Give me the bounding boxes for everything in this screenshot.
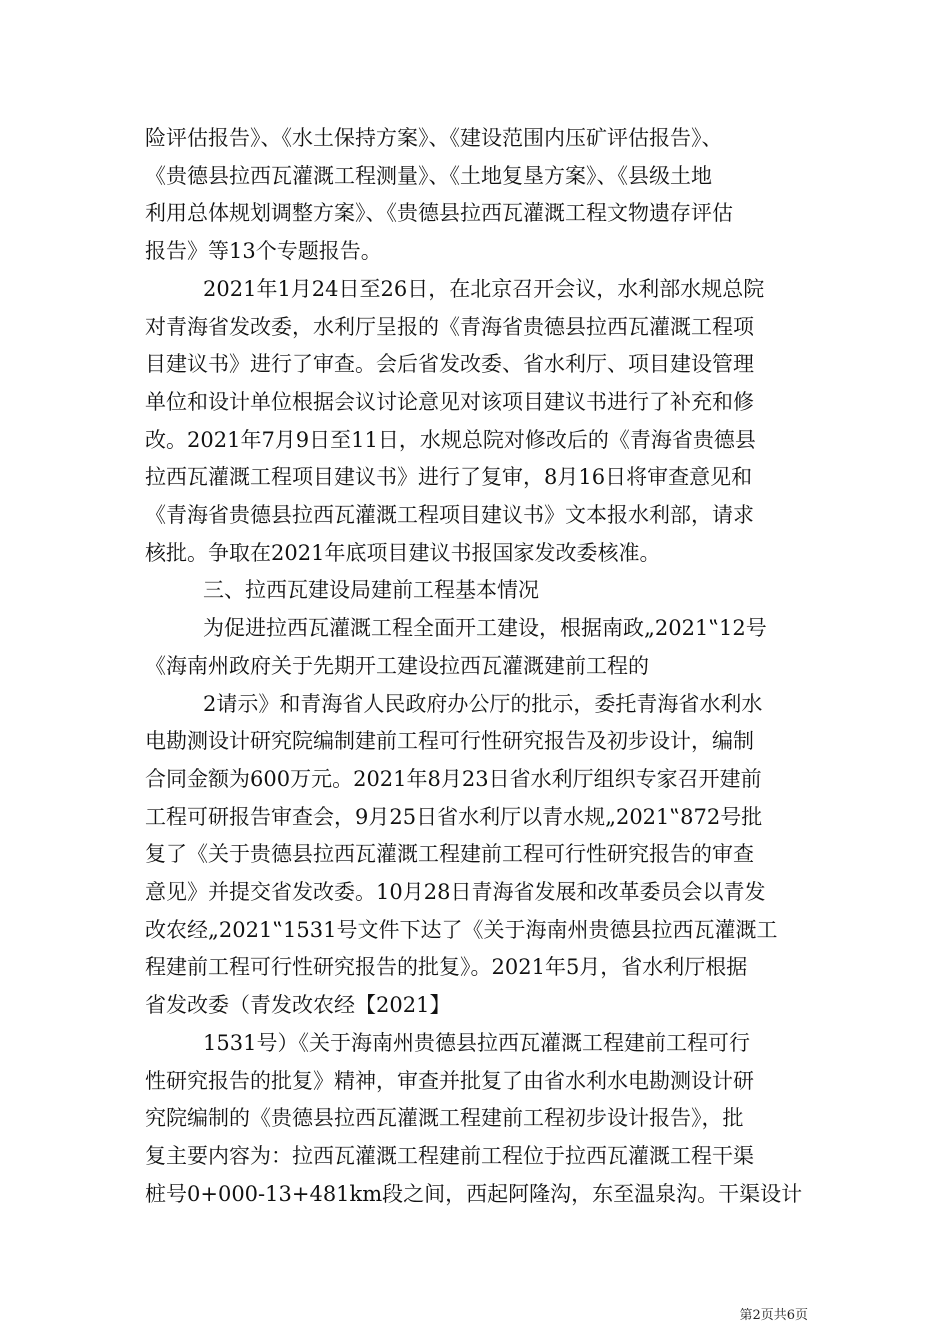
document-body [145, 120, 810, 1213]
text-line: 单位和设计单位根据会议讨论意见对该项目建议书进行了补充和修 [145, 389, 754, 414]
section-heading-text: 三、拉西瓦建设局建前工程基本情况 [203, 578, 539, 603]
text-line: 对青海省发改委，水利厅呈报的《青海省贵德县拉西瓦灌溉工程项 [145, 314, 754, 339]
text-line: 核批。争取在2021年底项目建议书报国家发改委核准。 [145, 540, 661, 565]
text-line: 1531号）《关于海南州贵德县拉西瓦灌溉工程建前工程可行 [203, 1030, 750, 1055]
text-line: 合同金额为600万元。2021年8月23日省水利厅组织专家召开建前 [145, 766, 762, 791]
text-line: 报告》等13个专题报告。 [145, 239, 382, 264]
paragraph-feasibility [145, 686, 810, 1025]
text-line: 2021年1月24日至26日，在北京召开会议，水利部水规总院 [203, 276, 765, 301]
text-line: 程建前工程可行性研究报告的批复》。2021年5月，省水利厅根据 [145, 955, 748, 980]
text-line: 《海南州政府关于先期开工建设拉西瓦灌溉建前工程的 [145, 653, 649, 678]
paragraph-promotion [145, 610, 810, 685]
text-line: 电勘测设计研究院编制建前工程可行性研究报告及初步设计，编制 [145, 729, 754, 754]
text-line: 复主要内容为：拉西瓦灌溉工程建前工程位于拉西瓦灌溉工程干渠 [145, 1143, 754, 1168]
text-line: 改。2021年7月9日至11日，水规总院对修改后的《青海省贵德县 [145, 427, 756, 452]
text-line: 省发改委（青发改农经【2021】 [145, 993, 451, 1018]
text-line: 工程可研报告审查会，9月25日省水利厅以青水规„2021‟872号批 [145, 804, 763, 829]
paragraph-report-list [145, 120, 810, 271]
text-line: 桩号0+000-13+481km段之间，西起阿隆沟，东至温泉沟。干渠设计 [145, 1181, 803, 1206]
text-line: 为促进拉西瓦灌溉工程全面开工建设，根据南政„2021‟12号 [203, 616, 767, 641]
paragraph-review-process [145, 271, 810, 573]
section-heading [145, 572, 810, 610]
text-line: 复了《关于贵德县拉西瓦灌溉工程建前工程可行性研究报告的审查 [145, 842, 754, 867]
text-line: 利用总体规划调整方案》、《贵德县拉西瓦灌溉工程文物遗存评估 [145, 201, 733, 226]
text-line: 险评估报告》、《水土保持方案》、《建设范围内压矿评估报告》、 [145, 126, 723, 150]
text-line: 究院编制的《贵德县拉西瓦灌溉工程建前工程初步设计报告》，批 [145, 1106, 744, 1131]
page-number-footer: 第2页共6页 [739, 1308, 808, 1323]
paragraph-preliminary-design [145, 1025, 810, 1214]
text-line: 《贵德县拉西瓦灌溉工程测量》、《土地复垦方案》、《县级土地 [145, 163, 712, 188]
text-line: 2请示》和青海省人民政府办公厅的批示，委托青海省水利水 [203, 691, 763, 716]
text-line: 目建议书》进行了审查。会后省发改委、省水利厅、项目建设管理 [145, 352, 754, 377]
text-line: 拉西瓦灌溉工程项目建议书》进行了复审，8月16日将审查意见和 [145, 465, 753, 490]
text-line: 意见》并提交省发改委。10月28日青海省发展和改革委员会以青发 [145, 880, 766, 905]
text-line: 改农经„2021‟1531号文件下达了《关于海南州贵德县拉西瓦灌溉工 [145, 917, 778, 942]
text-line: 性研究报告的批复》精神，审查并批复了由省水利水电勘测设计研 [145, 1068, 754, 1093]
text-line: 《青海省贵德县拉西瓦灌溉工程项目建议书》文本报水利部，请求 [145, 503, 754, 528]
